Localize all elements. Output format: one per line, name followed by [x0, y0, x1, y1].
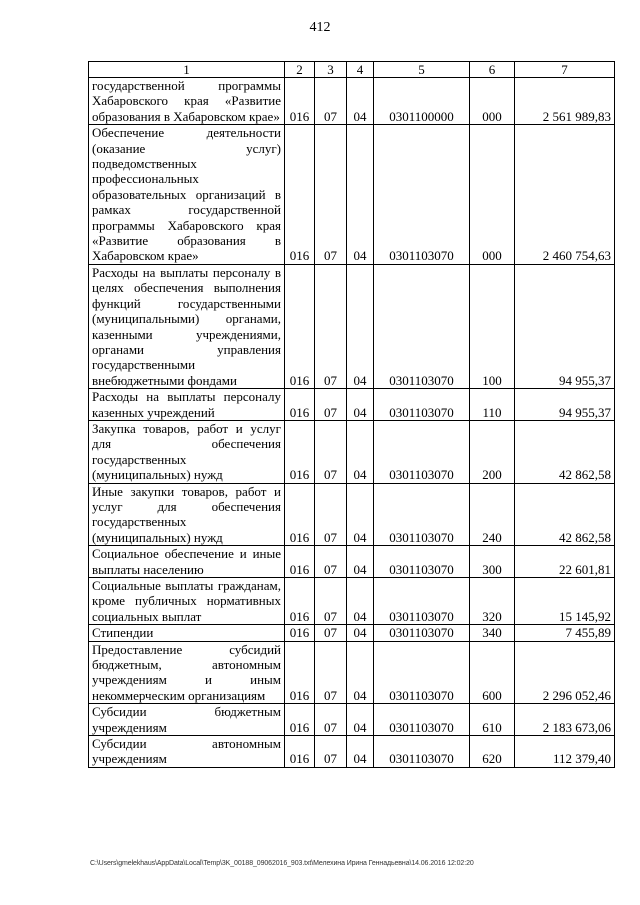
row-amount-cell: 94 955,37 [515, 389, 615, 421]
row-name-cell: Предоставление субсидий бюджетным, автономным учреждениям и иным некоммерческим организациям [89, 641, 285, 704]
row-code-subsection: 04 [347, 264, 374, 388]
row-code-ministry: 016 [285, 264, 315, 388]
row-code-subsection: 04 [347, 546, 374, 578]
row-code-ministry: 016 [285, 704, 315, 736]
table-row [89, 704, 615, 736]
page-number: 412 [309, 20, 331, 35]
row-code-expense-type: 200 [470, 420, 515, 483]
header-cell: 5 [374, 62, 470, 78]
row-name-cell: Обеспечение деятельности (оказание услуг) подведомственных профессиональных образовательных организаций в рамках государственной программы Хабаровского края «Развитие образования в Хабаровском крае» [89, 125, 285, 265]
row-code-expense-type: 000 [470, 125, 515, 265]
header-cell: 1 [89, 62, 285, 78]
row-amount-cell: 22 601,81 [515, 546, 615, 578]
row-code-target: 0301103070 [374, 641, 470, 704]
row-code-expense-type: 340 [470, 625, 515, 641]
row-code-subsection: 04 [347, 578, 374, 625]
table-row [89, 389, 615, 421]
row-name-cell: Стипендии [89, 625, 285, 641]
header-cell: 7 [515, 62, 615, 78]
header-cell: 4 [347, 62, 374, 78]
row-code-section: 07 [315, 546, 347, 578]
table-header-row [89, 62, 615, 78]
table-row [89, 78, 615, 125]
row-amount-cell: 112 379,40 [515, 736, 615, 768]
row-name-cell: Расходы на выплаты персоналу в целях обеспечения выполнения функций государственными (муниципальными) органами, казенными учреждениями, органами управления государственными внебюджетными фондами [89, 264, 285, 388]
row-code-section: 07 [315, 78, 347, 125]
row-amount-cell: 94 955,37 [515, 264, 615, 388]
row-code-target: 0301103070 [374, 264, 470, 388]
row-code-subsection: 04 [347, 389, 374, 421]
row-name-cell: Иные закупки товаров, работ и услуг для обеспечения государственных (муниципальных) нужд [89, 483, 285, 546]
budget-table [88, 61, 615, 768]
row-code-ministry: 016 [285, 483, 315, 546]
header-cell: 3 [315, 62, 347, 78]
row-code-subsection: 04 [347, 704, 374, 736]
row-code-ministry: 016 [285, 578, 315, 625]
row-code-ministry: 016 [285, 641, 315, 704]
header-cell: 6 [470, 62, 515, 78]
table-row [89, 625, 615, 641]
row-code-expense-type: 300 [470, 546, 515, 578]
row-code-section: 07 [315, 736, 347, 768]
table-row [89, 483, 615, 546]
row-code-subsection: 04 [347, 420, 374, 483]
header-cell: 2 [285, 62, 315, 78]
row-code-target: 0301103070 [374, 546, 470, 578]
row-code-expense-type: 320 [470, 578, 515, 625]
row-amount-cell: 7 455,89 [515, 625, 615, 641]
row-code-ministry: 016 [285, 420, 315, 483]
row-name-cell: Расходы на выплаты персоналу казенных учреждений [89, 389, 285, 421]
row-code-subsection: 04 [347, 641, 374, 704]
row-code-ministry: 016 [285, 625, 315, 641]
row-code-ministry: 016 [285, 546, 315, 578]
row-code-ministry: 016 [285, 125, 315, 265]
row-name-cell: Социальное обеспечение и иные выплаты населению [89, 546, 285, 578]
row-amount-cell: 2 183 673,06 [515, 704, 615, 736]
row-code-section: 07 [315, 264, 347, 388]
footer-file-path: C:\Users\gmelekhaus\AppData\Local\Temp\3K_00188_09062016_903.txt\Мелехина Ирина Геннадьевна\14.06.2016 12:02:20 [90, 860, 474, 867]
row-code-ministry: 016 [285, 736, 315, 768]
row-code-target: 0301103070 [374, 578, 470, 625]
row-code-section: 07 [315, 578, 347, 625]
row-amount-cell: 42 862,58 [515, 483, 615, 546]
table-row [89, 125, 615, 265]
row-code-section: 07 [315, 125, 347, 265]
table-row [89, 641, 615, 704]
row-name-cell: Субсидии автономным учреждениям [89, 736, 285, 768]
row-name-cell: Субсидии бюджетным учреждениям [89, 704, 285, 736]
row-code-ministry: 016 [285, 78, 315, 125]
row-code-target: 0301103070 [374, 736, 470, 768]
row-code-target: 0301103070 [374, 420, 470, 483]
row-code-subsection: 04 [347, 625, 374, 641]
row-code-target: 0301103070 [374, 125, 470, 265]
row-code-subsection: 04 [347, 736, 374, 768]
row-code-subsection: 04 [347, 125, 374, 265]
row-code-expense-type: 110 [470, 389, 515, 421]
row-name-cell: Социальные выплаты гражданам, кроме публичных нормативных социальных выплат [89, 578, 285, 625]
row-code-target: 0301103070 [374, 389, 470, 421]
row-code-expense-type: 240 [470, 483, 515, 546]
row-code-section: 07 [315, 625, 347, 641]
row-amount-cell: 2 460 754,63 [515, 125, 615, 265]
row-code-section: 07 [315, 483, 347, 546]
row-amount-cell: 15 145,92 [515, 578, 615, 625]
row-code-subsection: 04 [347, 483, 374, 546]
row-name-cell: государственной программы Хабаровского края «Развитие образования в Хабаровском крае» [89, 78, 285, 125]
row-code-subsection: 04 [347, 78, 374, 125]
row-amount-cell: 42 862,58 [515, 420, 615, 483]
row-code-target: 0301103070 [374, 483, 470, 546]
row-code-section: 07 [315, 420, 347, 483]
row-code-target: 0301103070 [374, 704, 470, 736]
row-code-expense-type: 600 [470, 641, 515, 704]
table-row [89, 264, 615, 388]
row-code-expense-type: 000 [470, 78, 515, 125]
row-code-expense-type: 620 [470, 736, 515, 768]
table-row [89, 420, 615, 483]
table-row [89, 578, 615, 625]
row-code-section: 07 [315, 389, 347, 421]
row-code-expense-type: 610 [470, 704, 515, 736]
row-code-expense-type: 100 [470, 264, 515, 388]
row-amount-cell: 2 296 052,46 [515, 641, 615, 704]
row-code-ministry: 016 [285, 389, 315, 421]
row-code-section: 07 [315, 641, 347, 704]
row-code-section: 07 [315, 704, 347, 736]
row-amount-cell: 2 561 989,83 [515, 78, 615, 125]
table-row [89, 546, 615, 578]
row-name-cell: Закупка товаров, работ и услуг для обеспечения государственных (муниципальных) нужд [89, 420, 285, 483]
table-row [89, 736, 615, 768]
row-code-target: 0301103070 [374, 625, 470, 641]
row-code-target: 0301100000 [374, 78, 470, 125]
